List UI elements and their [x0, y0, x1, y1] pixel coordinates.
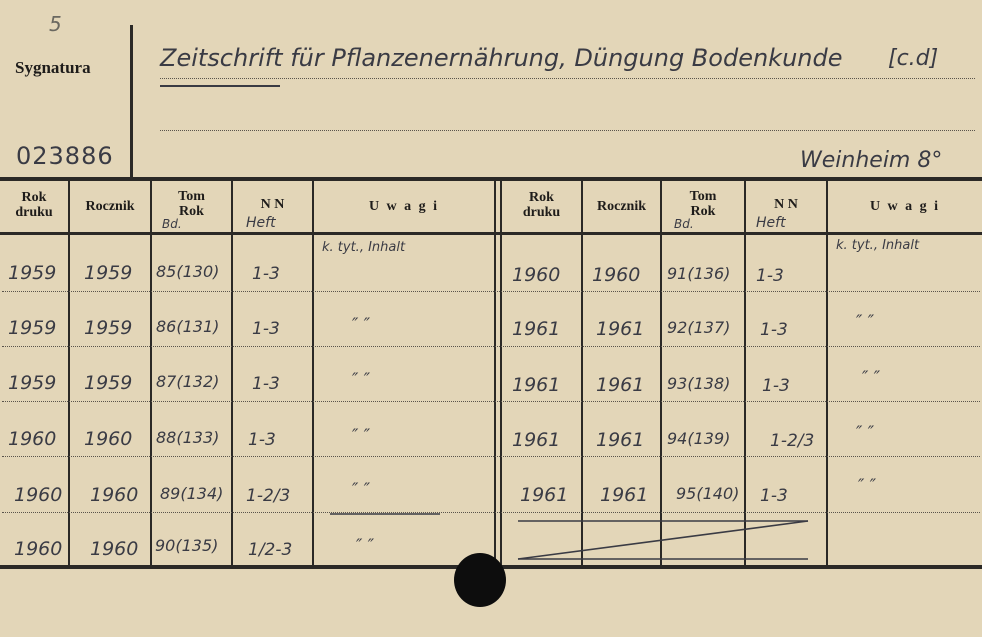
tom-cell: 95(140): [676, 484, 740, 503]
hdr-uwagi: U w a g i: [368, 199, 440, 214]
uwagi-cell: ″ ″: [856, 423, 875, 443]
rok-cell: 1960: [14, 484, 63, 506]
rocznik-cell: 1959: [84, 262, 133, 284]
uwagi-cell: ″ ″: [862, 368, 881, 388]
hdr-rok-word: Rok: [179, 204, 204, 219]
hdr-tom-word: Tom: [178, 189, 205, 204]
tom-cell: 86(131): [156, 317, 220, 336]
uwagi-cell: ″ ″: [356, 536, 375, 556]
hdr-nn-r: N N: [774, 197, 798, 212]
nn-cell: 1-3: [760, 486, 788, 506]
rocznik-cell: 1960: [90, 538, 139, 560]
uwagi-cell: ″ ″: [856, 312, 875, 332]
hdr-rok-r: Rok: [529, 190, 554, 205]
rok-cell: 1961: [512, 429, 561, 451]
rocznik-cell: 1961: [596, 318, 645, 340]
hdr-heft: Heft: [246, 215, 276, 231]
hdr-rok: Rok: [21, 190, 47, 205]
hdr-druku-r: druku: [522, 205, 561, 220]
rocznik-cell: 1961: [596, 429, 645, 451]
rok-cell: 1960: [8, 428, 57, 450]
rok-cell: 1961: [512, 374, 561, 396]
rocznik-cell: 1960: [592, 264, 641, 286]
uwagi-cell: k. tyt., Inhalt: [322, 240, 406, 255]
rocznik-cell: 1960: [90, 484, 139, 506]
nn-cell: 1-3: [252, 264, 280, 284]
hdr-heft-r: Heft: [756, 215, 786, 231]
periodical-title: Zeitschrift für Pflanzenernährung, Düngung Bodenkunde: [160, 44, 843, 72]
uwagi-cell: ″ ″: [858, 476, 877, 496]
tom-cell: 94(139): [667, 429, 731, 448]
tom-cell: 89(134): [160, 484, 224, 503]
nn-cell: 1-3: [252, 374, 280, 394]
uwagi-cell: ″ ″: [352, 315, 371, 335]
hdr-druku: druku: [15, 205, 53, 220]
tom-cell: 92(137): [667, 318, 731, 337]
nn-cell: 1-3: [760, 320, 788, 340]
uwagi-cell: ″ ″: [352, 426, 371, 446]
tom-cell: 91(136): [667, 264, 731, 283]
rok-cell: 1961: [520, 484, 569, 506]
nn-cell: 1-3: [248, 430, 276, 450]
title-suffix: [c.d]: [888, 46, 939, 71]
tom-cell: 90(135): [155, 536, 219, 555]
sygnatura-label: Sygnatura: [15, 58, 91, 77]
rok-cell: 1959: [8, 262, 57, 284]
hdr-tom-word-r: Tom: [689, 189, 717, 204]
rok-cell: 1960: [14, 538, 63, 560]
nn-cell: 1-3: [252, 319, 280, 339]
punch-hole: [454, 553, 506, 607]
tom-cell: 85(130): [156, 262, 220, 281]
rok-cell: 1961: [512, 318, 561, 340]
rocznik-cell: 1960: [84, 428, 133, 450]
nn-cell: 1-3: [762, 376, 790, 396]
sygnatura-value: 023886: [16, 142, 114, 170]
hdr-uwagi-r: U w a g i: [869, 199, 941, 214]
nn-cell: 1-3: [756, 266, 784, 286]
nn-cell: 1-2/3: [770, 431, 815, 451]
rok-cell: 1959: [8, 317, 57, 339]
hdr-rok-word-r: Rok: [690, 204, 716, 219]
uwagi-cell: ″ ″: [352, 480, 371, 500]
rok-cell: 1959: [8, 372, 57, 394]
tom-cell: 88(133): [156, 428, 220, 447]
rocznik-cell: 1959: [84, 317, 133, 339]
rocznik-cell: 1961: [596, 374, 645, 396]
rocznik-cell: 1959: [84, 372, 133, 394]
nn-cell: 1/2-3: [248, 540, 293, 560]
corner-number: 5: [49, 12, 62, 36]
hdr-rocznik-r: Rocznik: [597, 199, 646, 214]
rok-cell: 1960: [512, 264, 561, 286]
tom-cell: 93(138): [667, 374, 731, 393]
hdr-bd-r: Bd.: [674, 217, 694, 231]
uwagi-cell: ″ ″: [352, 370, 371, 390]
hdr-rocznik: Rocznik: [85, 199, 135, 214]
place-text: Weinheim: [800, 148, 911, 173]
hdr-nn: N N: [260, 197, 285, 212]
uwagi-cell: k. tyt., Inhalt: [836, 238, 920, 253]
nn-cell: 1-2/3: [246, 486, 291, 506]
hdr-bd: Bd.: [162, 217, 182, 231]
tom-cell: 87(132): [156, 372, 220, 391]
rocznik-cell: 1961: [600, 484, 649, 506]
format-text: 8°: [917, 148, 943, 173]
